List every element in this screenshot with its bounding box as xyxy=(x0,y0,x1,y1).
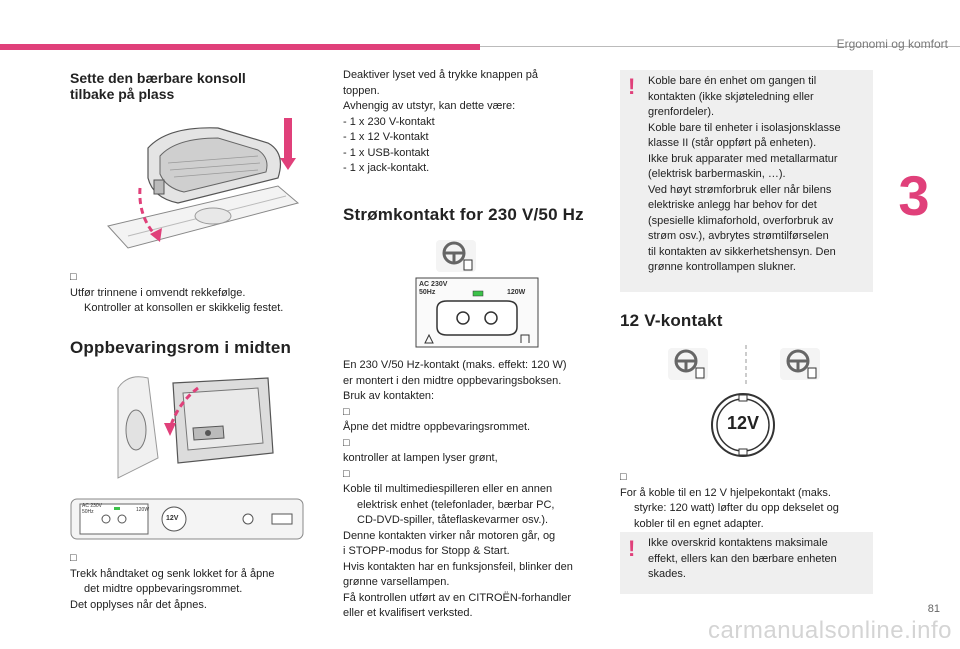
bullet-square-icon: □ xyxy=(343,405,350,418)
warning-icon: ! xyxy=(628,536,636,561)
warning-box-12v xyxy=(620,532,873,594)
chapter-number: 3 xyxy=(898,164,930,227)
warning-text-12v: Ikke overskrid kontaktens maksimale effekt, ellers kan den bærbare enheten skades. xyxy=(648,537,837,580)
warning-box-230v xyxy=(620,70,873,292)
socket-12v-label: 12V xyxy=(726,413,760,433)
warning-icon: ! xyxy=(628,74,636,99)
socket-ac-label: AC 230V xyxy=(419,281,448,288)
steering-wheel-icon xyxy=(780,348,820,380)
panel-ac-label: AC 230V xyxy=(82,503,103,509)
heading-return-console: Sette den bærbare konsoll tilbake på plass xyxy=(70,70,246,102)
steering-wheel-icon xyxy=(668,348,708,380)
bullet-square-icon: □ xyxy=(620,471,627,483)
heading-230v-socket: Strømkontakt for 230 V/50 Hz xyxy=(343,205,584,224)
illustration-center-storage xyxy=(98,368,303,488)
heading-12v-socket: 12 V-kontakt xyxy=(620,311,723,330)
chapter-title: Ergonomi og komfort xyxy=(836,37,948,51)
bullet-square-icon: □ xyxy=(70,271,77,283)
header-accent-bar xyxy=(0,44,480,50)
socket-hz-label: 50Hz xyxy=(419,289,436,296)
warning-text-230v: Koble bare én enhet om gangen til kontakten (ikke skjøteledning eller grenfordeler). Koble bare til enheter i isolasjonsklasse klasse II (står oppført på enheten). Ikke bruk apparater med metallarmatur (elektrisk barbermaskin, …). Ved høyt strømforbruk eller når bilens elektriske anlegg har behov for det (spesielle klimaforhold, overforbruk av strøm osv.), avbrytes strømtilførselen til kontakten av sikkerhetshensyn. Den grønne kontrollampen slukner. xyxy=(648,75,841,273)
illustration-portable-console xyxy=(98,108,303,258)
bullet-square-icon: □ xyxy=(70,552,77,564)
bullet-square-icon: □ xyxy=(343,467,350,480)
panel-12v-label: 12V xyxy=(166,515,179,522)
watermark: carmanualsonline.info xyxy=(708,617,952,644)
instruction-open-storage: □ Trekk håndtaket og senk lokket for å åpne det midtre oppbevaringsrommet. Det opplyses når det åpnes. xyxy=(70,552,275,611)
steering-wheel-icon xyxy=(436,240,476,272)
page-number: 81 xyxy=(927,603,940,615)
instruction-reverse-order: □ Utfør trinnene i omvendt rekkefølge. Kontroller at konsollen er skikkelig festet. xyxy=(70,271,284,314)
illustration-center-panel xyxy=(70,498,310,542)
divider-dashed xyxy=(744,345,748,385)
bullet-square-icon: □ xyxy=(343,436,350,449)
panel-hz-label: 50Hz xyxy=(82,509,94,515)
socket-watt-label: 120W xyxy=(507,289,526,296)
intro-text: Deaktiver lyset ved å trykke knappen på toppen. Avhengig av utstyr, kan dette være: - 1 x 230 V-kontakt - 1 x 12 V-kontakt - 1 x USB-kontakt - 1 x jack-kontakt. xyxy=(343,69,539,174)
socket-230v-description: En 230 V/50 Hz-kontakt (maks. effekt: 120 W) er montert i den midtre oppbevaringsboksen. Bruk av kontakten: □ Åpne det midtre oppbevaringsrommet. □ kontroller at lampen lyser grønt, □ Koble til multimediespilleren eller en annen elektrisk enhet (telefonlader, bærbar PC, CD-DVD-spiller, tåteflaskevarmer osv.). Denne kontakten virker når motoren går, og i STOPP-modus for Stopp & Start. Hvis kontakten har en funksjonsfeil, blinker den grønne varsellampen. Få kontrollen utført av en CITROËN-forhandler eller et kvalifisert verksted. xyxy=(343,359,573,619)
heading-center-storage: Oppbevaringsrom i midten xyxy=(70,338,292,357)
panel-watt-label: 120W xyxy=(136,507,150,513)
instruction-12v: □ For å koble til en 12 V hjelpekontakt (maks. styrke: 120 watt) løfter du opp dekselet og kobler til en egnet adapter. xyxy=(620,471,839,530)
